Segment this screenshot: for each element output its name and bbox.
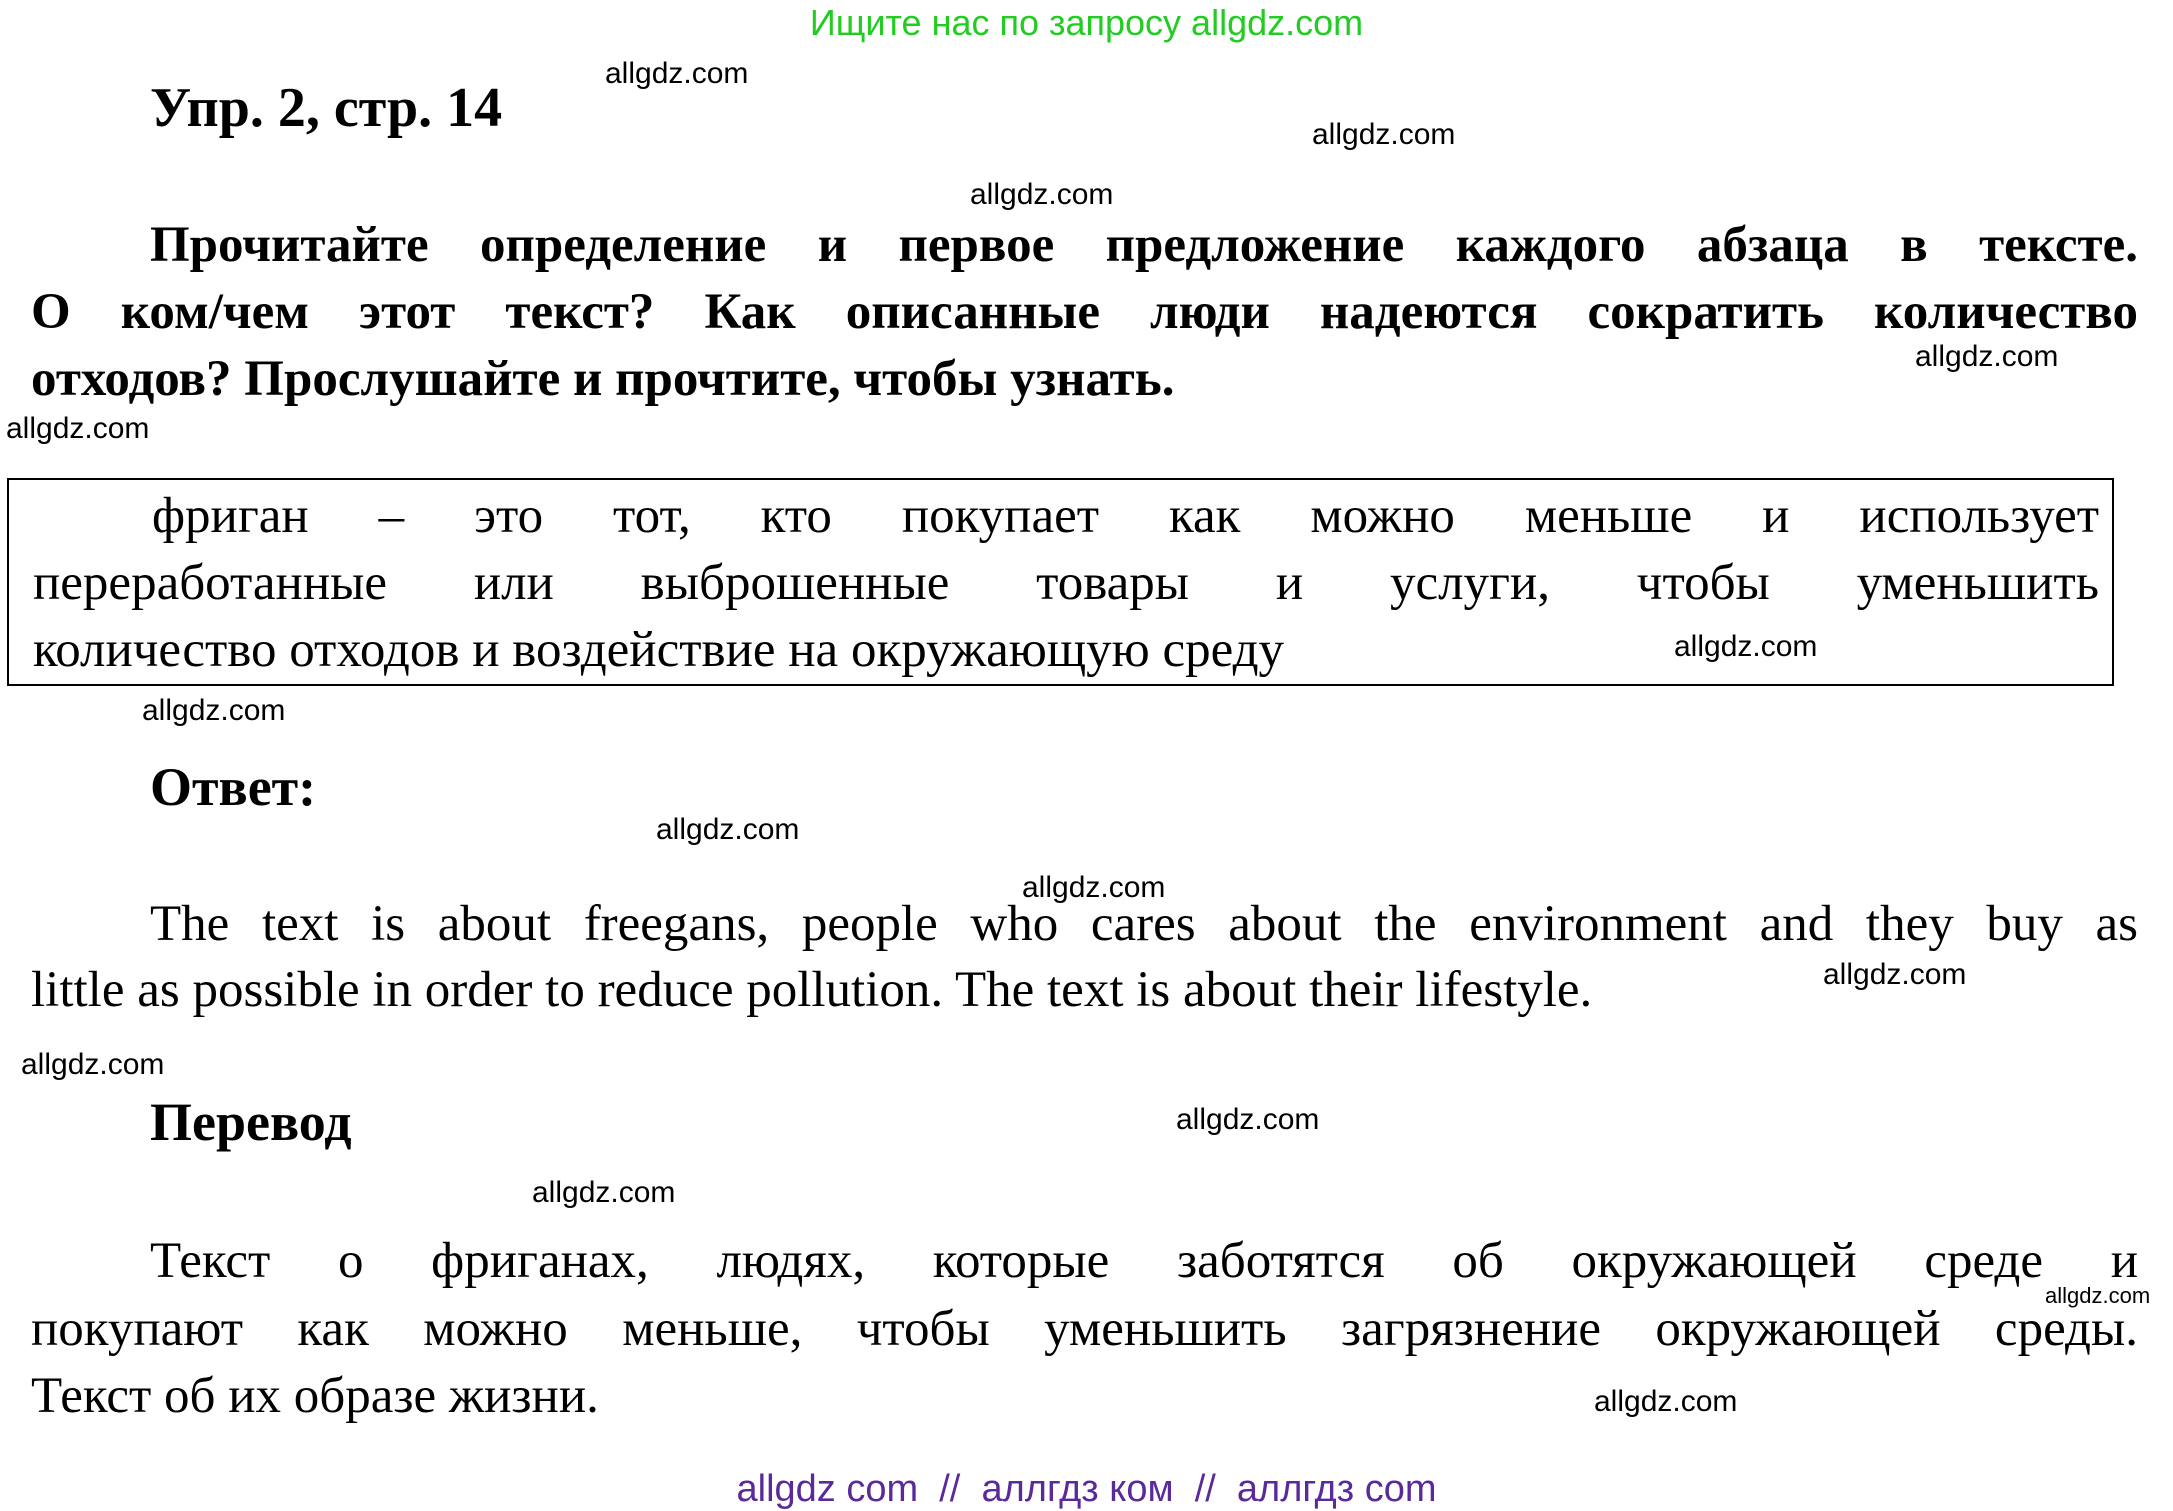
exercise-title: Упр. 2, стр. 14: [150, 77, 503, 139]
instruction-line: О ком/чем этот текст? Как описанные люди надеются сократить количество: [31, 284, 2138, 340]
watermark: allgdz.com: [1312, 118, 1456, 151]
answer-line: The text is about freegans, people who cares about the environment and they buy as: [150, 896, 2138, 952]
answer-line: little as possible in order to reduce pollution. The text is about their lifestyle.: [31, 962, 1593, 1018]
watermark: allgdz.com: [1594, 1385, 1738, 1418]
watermark: allgdz.com: [1176, 1103, 1320, 1136]
instruction-line: Прочитайте определение и первое предложение каждого абзаца в тексте.: [150, 217, 2138, 273]
watermark: allgdz.com: [142, 694, 286, 727]
watermark: allgdz.com: [1823, 958, 1967, 991]
instruction-line: отходов? Прослушайте и прочтите, чтобы узнать.: [31, 351, 1175, 407]
definition-line: количество отходов и воздействие на окружающую среду: [33, 622, 1285, 678]
footer-text: allgdz com // аллгдз ком // аллгдз com: [736, 1468, 1437, 1510]
translation-line: Текст об их образе жизни.: [31, 1368, 599, 1424]
watermark: allgdz.com: [532, 1176, 676, 1209]
watermark: allgdz.com: [1915, 340, 2059, 373]
watermark: allgdz.com: [605, 57, 749, 90]
definition-line: переработанные или выброшенные товары и услуги, чтобы уменьшить: [33, 555, 2099, 611]
watermark: allgdz.com: [6, 412, 150, 445]
watermark: allgdz.com: [656, 813, 800, 846]
footer-links: [0, 1468, 2173, 1511]
watermark: allgdz.com: [21, 1048, 165, 1081]
watermark: allgdz.com: [2045, 1283, 2151, 1308]
translation-heading: Перевод: [150, 1092, 352, 1152]
watermark: allgdz.com: [1674, 630, 1818, 663]
answer-heading: Ответ:: [150, 757, 317, 817]
translation-line: покупают как можно меньше, чтобы уменьшить загрязнение окружающей среды.: [31, 1301, 2138, 1357]
watermark: allgdz.com: [970, 178, 1114, 211]
watermark: allgdz.com: [1022, 871, 1166, 904]
search-banner: Ищите нас по запросу allgdz.com: [809, 2, 1364, 43]
definition-line: фриган – это тот, кто покупает как можно меньше и использует: [152, 488, 2099, 544]
translation-line: Текст о фриганах, людях, которые заботятся об окружающей среде и: [150, 1233, 2138, 1289]
